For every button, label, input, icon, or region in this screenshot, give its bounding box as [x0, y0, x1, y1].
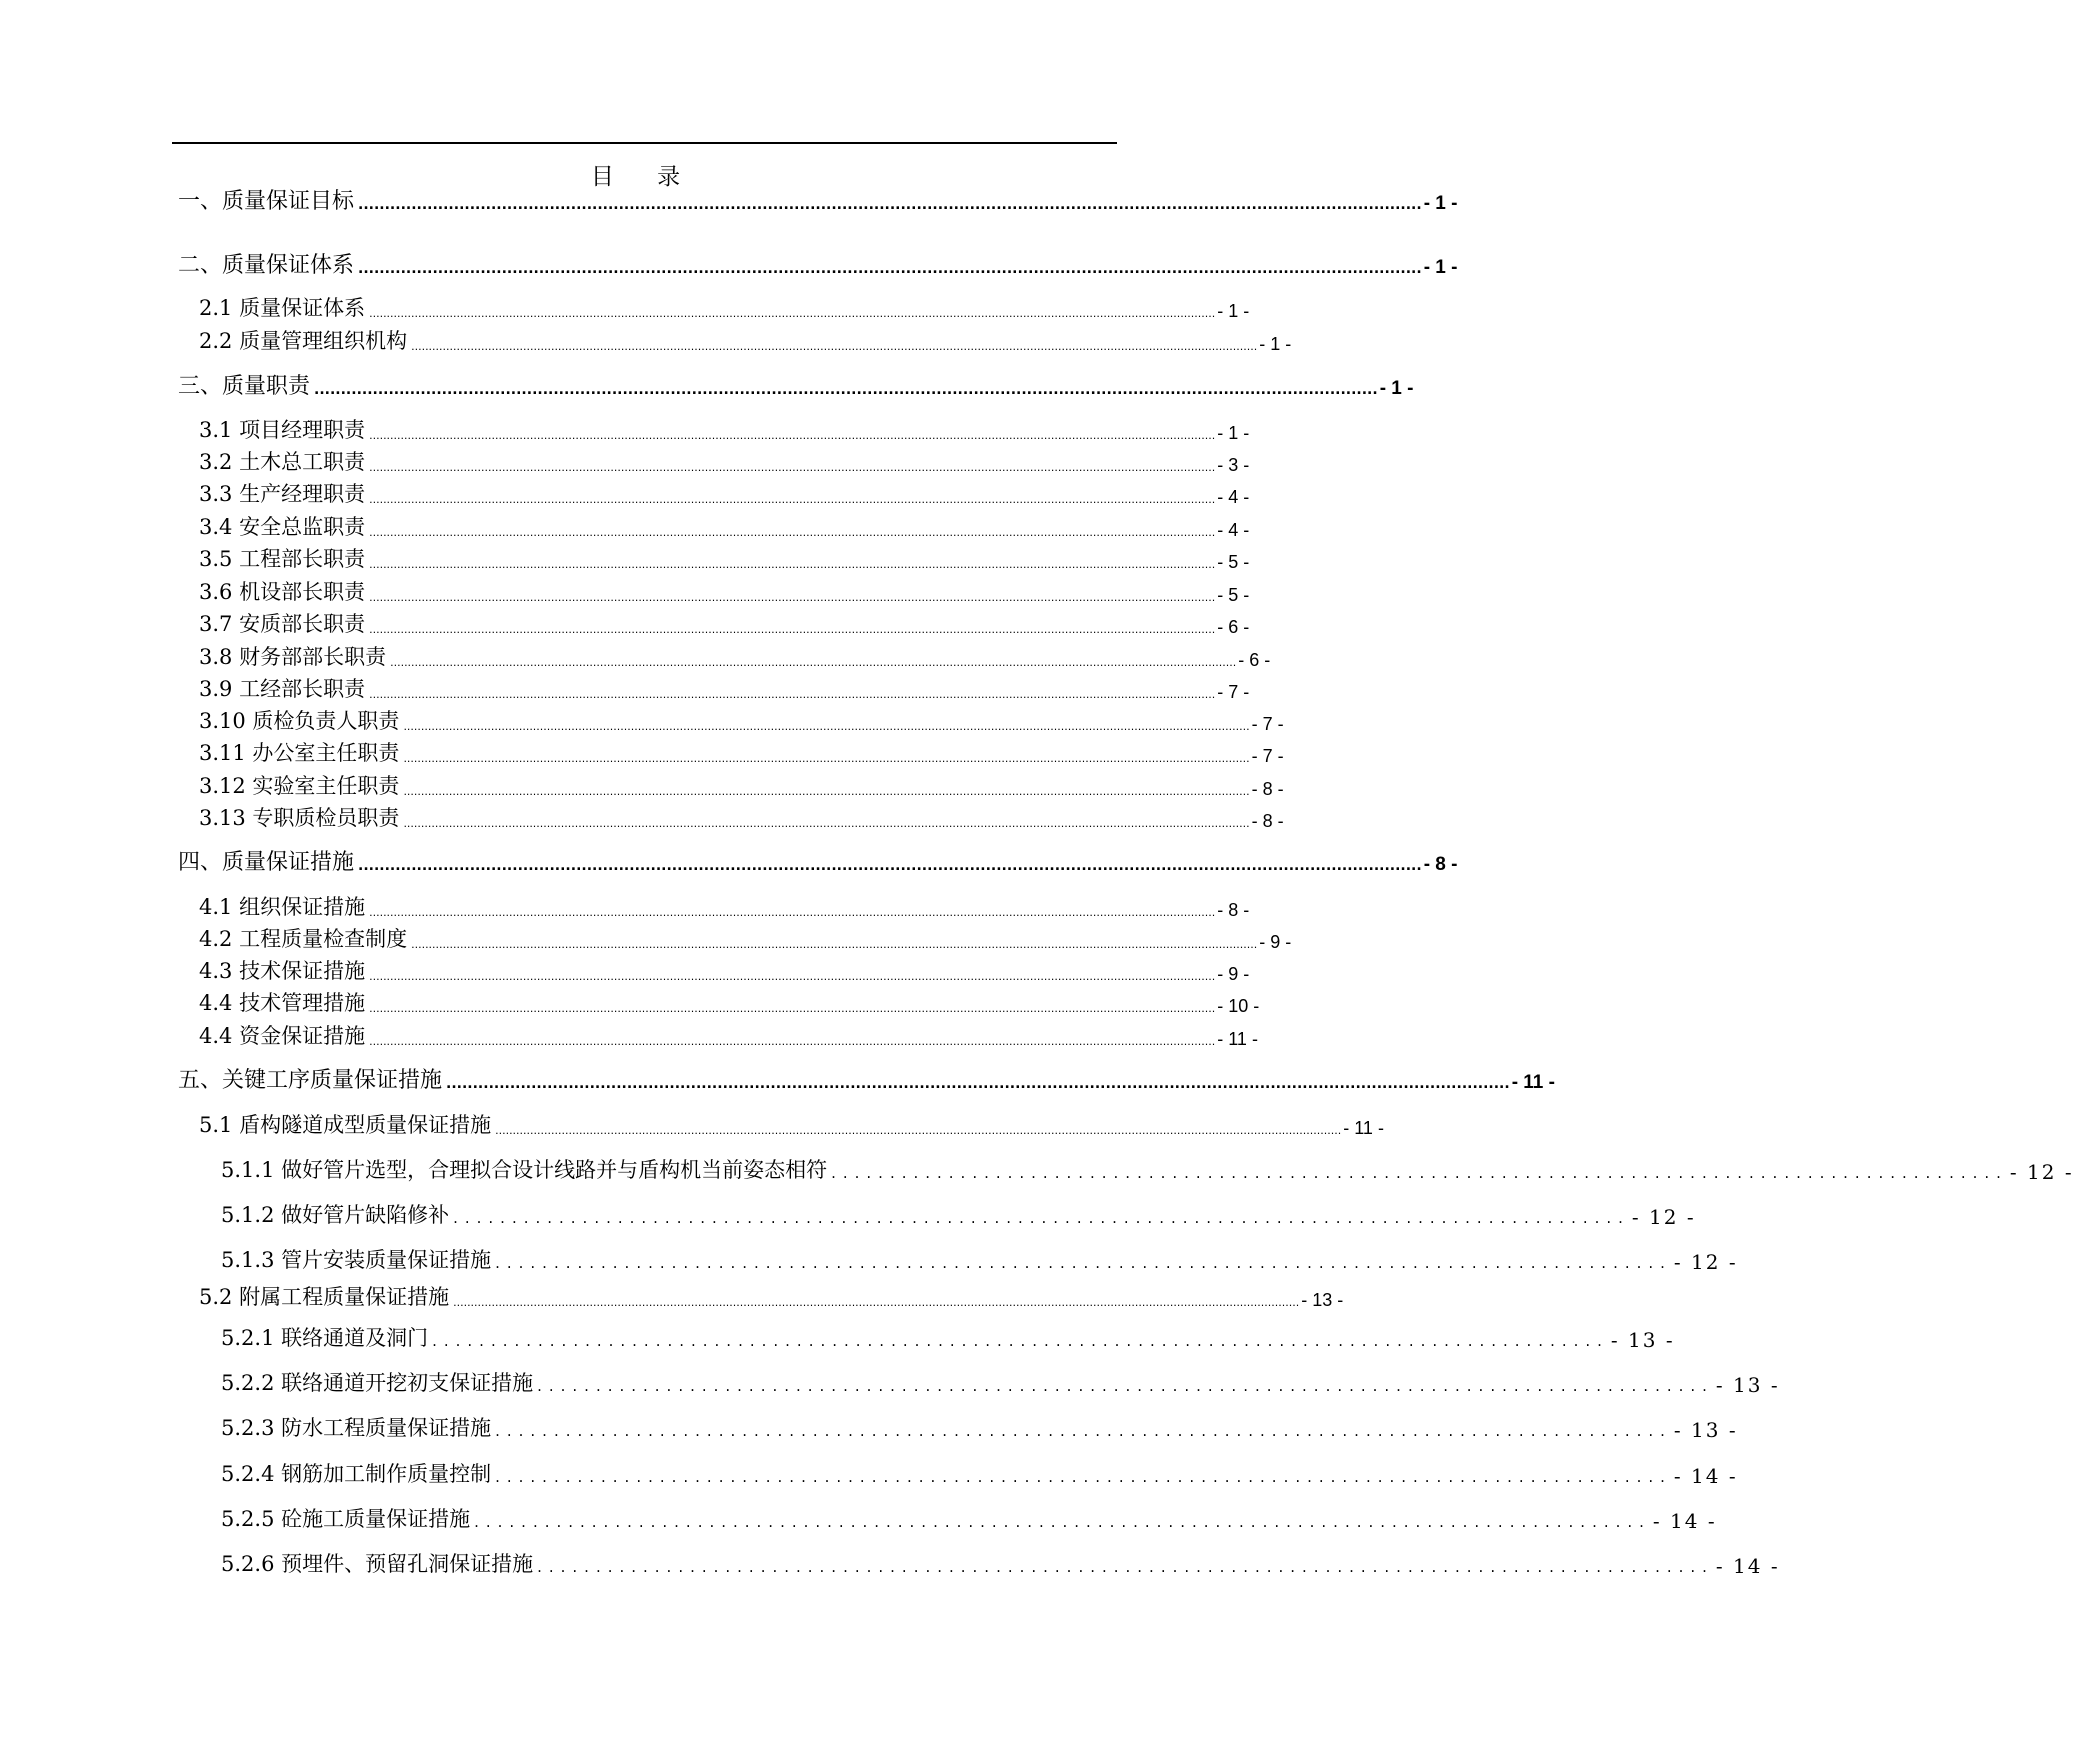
toc-entry[interactable] — [221, 1154, 2074, 1184]
toc-leader-dots: .................................................................................................... — [432, 1332, 1609, 1350]
toc-entry-label: 5.2 附属工程质量保证措施 — [199, 1285, 450, 1309]
toc-entry-label: 5.2.3 防水工程质量保证措施 — [221, 1416, 492, 1440]
toc-entry-page: - 5 - — [1217, 585, 1250, 605]
toc-entry-label: 5.2.2 联络通道开挖初支保证措施 — [221, 1371, 534, 1395]
toc-leader-dots: .................................................................................................................................................................................................................................................. — [369, 1002, 1216, 1015]
toc-entry[interactable] — [199, 414, 1250, 444]
toc-entry[interactable] — [199, 608, 1250, 638]
toc-entry-page: - 11 - — [1343, 1118, 1384, 1138]
toc-entry-page: - 1 - — [1259, 334, 1292, 354]
toc-entry-label: 3.13 专职质检员职责 — [199, 806, 400, 830]
toc-entry-label: 二、质量保证体系 — [178, 253, 355, 278]
toc-entry-label: 3.7 安质部长职责 — [199, 612, 366, 636]
toc-leader-dots: .................................................................................................................................................................................................................................................. — [369, 623, 1216, 636]
toc-entry-label: 3.3 生产经理职责 — [199, 482, 366, 506]
toc-title: 目 录 — [590, 164, 699, 190]
toc-entry[interactable] — [221, 1503, 1717, 1533]
toc-entry[interactable] — [199, 705, 1284, 735]
toc-entry-label: 5.1 盾构隧道成型质量保证措施 — [199, 1113, 492, 1137]
toc-leader-dots: .................................................................................................................................................................................................................................................. — [369, 1035, 1216, 1048]
toc-entry[interactable] — [221, 1199, 1696, 1229]
toc-leader-dots: .................................................................................................................................................................................................................................................. — [369, 307, 1216, 320]
toc-entry[interactable] — [178, 1064, 1555, 1094]
toc-entry[interactable] — [199, 1020, 1258, 1050]
header-rule — [172, 142, 1117, 144]
toc-leader-dots: .................................................................................................................................................................................................................................................. — [453, 1296, 1300, 1309]
toc-entry[interactable] — [221, 1458, 1738, 1488]
toc-entry-label: 3.11 办公室主任职责 — [199, 741, 400, 765]
toc-entry[interactable] — [199, 478, 1250, 508]
toc-entry-page: - 12 - — [2009, 1160, 2074, 1184]
toc-entry[interactable] — [199, 1109, 1384, 1139]
toc-entry-page: - 7 - — [1251, 714, 1284, 734]
toc-entry-page: - 4 - — [1217, 487, 1250, 507]
toc-leader-dots: ........................................................................................................................................................................................................ — [314, 382, 1378, 398]
toc-entry-page: - 1 - — [1379, 378, 1414, 399]
toc-entry-page: - 8 - — [1251, 779, 1284, 799]
toc-entry[interactable] — [199, 641, 1271, 671]
toc-entry-page: - 7 - — [1251, 746, 1284, 766]
toc-leader-dots: ........................................................................................................................................................................................................ — [358, 197, 1422, 213]
toc-entry-page: - 6 - — [1238, 650, 1271, 670]
toc-entry[interactable] — [199, 923, 1292, 953]
toc-entry[interactable] — [199, 955, 1250, 985]
toc-leader-dots: .................................................................................................................................................................................................................................................. — [369, 558, 1216, 571]
toc-entry-label: 3.8 财务部部长职责 — [199, 645, 387, 669]
toc-entry-page: - 4 - — [1217, 520, 1250, 540]
toc-entry-page: - 1 - — [1217, 301, 1250, 321]
toc-entry-label: 5.2.6 预埋件、预留孔洞保证措施 — [221, 1552, 534, 1576]
toc-entry-page: - 12 - — [1631, 1205, 1696, 1229]
toc-entry-label: 4.4 资金保证措施 — [199, 1024, 366, 1048]
toc-entry-page: - 12 - — [1673, 1250, 1738, 1274]
toc-leader-dots: .................................................................................................................................................................................................................................................. — [403, 720, 1250, 733]
toc-entry[interactable] — [199, 543, 1250, 573]
toc-entry[interactable] — [199, 576, 1250, 606]
toc-entry-page: - 14 - — [1673, 1464, 1738, 1488]
toc-entry[interactable] — [178, 846, 1458, 876]
toc-entry-label: 3.4 安全总监职责 — [199, 515, 366, 539]
toc-entry-label: 4.2 工程质量检查制度 — [199, 927, 408, 951]
toc-entry-label: 5.2.4 钢筋加工制作质量控制 — [221, 1462, 492, 1486]
toc-entry[interactable] — [199, 325, 1292, 355]
toc-entry-page: - 14 - — [1715, 1554, 1780, 1578]
toc-leader-dots: .................................................................................................... — [495, 1468, 1672, 1486]
toc-entry-label: 5.2.1 联络通道及洞门 — [221, 1326, 429, 1350]
toc-entry[interactable] — [178, 249, 1458, 279]
toc-leader-dots: .................................................................................................................................................................................................................................................. — [411, 340, 1258, 353]
toc-entry-label: 5.1.1 做好管片选型，合理拟合设计线路并与盾构机当前姿态相符 — [221, 1158, 828, 1182]
toc-entry-page: - 9 - — [1259, 932, 1292, 952]
toc-entry-page: - 13 - — [1715, 1373, 1780, 1397]
toc-leader-dots: .................................................................................................................................................................................................................................................. — [495, 1124, 1342, 1137]
toc-entry-page: - 13 - — [1301, 1290, 1344, 1310]
toc-leader-dots: .................................................................................................................................................................................................................................................. — [369, 688, 1216, 701]
toc-entry[interactable] — [199, 292, 1250, 322]
toc-entry-page: - 14 - — [1652, 1509, 1717, 1533]
toc-entry-label: 3.2 土木总工职责 — [199, 450, 366, 474]
toc-entry[interactable] — [199, 673, 1250, 703]
toc-leader-dots: .................................................................................................................................................................................................................................................. — [369, 493, 1216, 506]
toc-entry[interactable] — [199, 770, 1284, 800]
toc-entry-label: 3.6 机设部长职责 — [199, 580, 366, 604]
toc-entry-label: 4.1 组织保证措施 — [199, 895, 366, 919]
toc-entry[interactable] — [199, 987, 1260, 1017]
toc-entry-label: 5.1.2 做好管片缺陷修补 — [221, 1203, 450, 1227]
toc-leader-dots: ........................................................................................................................................................................................................ — [358, 858, 1422, 874]
toc-entry-page: - 11 - — [1511, 1072, 1555, 1093]
toc-entry-label: 5.1.3 管片安装质量保证措施 — [221, 1248, 492, 1272]
toc-entry-label: 四、质量保证措施 — [178, 850, 355, 875]
toc-entry-page: - 8 - — [1217, 900, 1250, 920]
toc-leader-dots: .................................................................................................................................................................................................................................................. — [369, 526, 1216, 539]
toc-entry[interactable] — [199, 1281, 1344, 1311]
toc-leader-dots: .................................................................................................... — [495, 1254, 1672, 1272]
toc-entry-page: - 10 - — [1217, 996, 1260, 1016]
toc-entry-page: - 6 - — [1217, 617, 1250, 637]
toc-entry-page: - 8 - — [1423, 854, 1458, 875]
toc-entry-label: 3.10 质检负责人职责 — [199, 709, 400, 733]
toc-entry-page: - 5 - — [1217, 552, 1250, 572]
toc-leader-dots: .................................................................................................... — [495, 1422, 1672, 1440]
toc-entry[interactable] — [199, 891, 1250, 921]
toc-entry[interactable] — [221, 1322, 1675, 1352]
toc-entry-page: - 13 - — [1610, 1328, 1675, 1352]
toc-entry-label: 三、质量职责 — [178, 374, 311, 399]
toc-leader-dots: .................................................................................................................................................................................................................................................. — [369, 429, 1216, 442]
toc-leader-dots: ........................................................................................................................................................................................................ — [358, 261, 1422, 277]
toc-leader-dots: .................................................................................................................................................................................................................................................. — [369, 906, 1216, 919]
toc-leader-dots: .................................................................................................................................................................................................................................................. — [390, 656, 1237, 669]
toc-entry-label: 3.12 实验室主任职责 — [199, 774, 400, 798]
toc-leader-dots: .................................................................................................... — [474, 1513, 1651, 1531]
toc-entry-page: - 1 - — [1423, 193, 1458, 214]
toc-leader-dots: ........................................................................................................................................................................................................ — [446, 1076, 1510, 1092]
toc-entry-label: 3.9 工经部长职责 — [199, 677, 366, 701]
toc-leader-dots: .................................................................................................... — [453, 1209, 1630, 1227]
toc-entry-label: 五、关键工序质量保证措施 — [178, 1068, 443, 1093]
toc-entry-page: - 3 - — [1217, 455, 1250, 475]
toc-entry[interactable] — [199, 446, 1250, 476]
toc-entry[interactable] — [178, 370, 1414, 400]
toc-entry-label: 4.3 技术保证措施 — [199, 959, 366, 983]
toc-entry[interactable] — [221, 1244, 1738, 1274]
toc-entry-page: - 11 - — [1217, 1029, 1258, 1049]
toc-entry-page: - 1 - — [1217, 423, 1250, 443]
toc-entry-page: - 13 - — [1673, 1418, 1738, 1442]
toc-entry[interactable] — [199, 737, 1284, 767]
toc-leader-dots: .................................................................................................................................................................................................................................................. — [369, 591, 1216, 604]
toc-entry[interactable] — [199, 511, 1250, 541]
toc-entry-page: - 7 - — [1217, 682, 1250, 702]
toc-leader-dots: .................................................................................................................................................................................................................................................. — [403, 752, 1250, 765]
toc-entry[interactable] — [221, 1367, 1780, 1397]
toc-entry-page: - 1 - — [1423, 257, 1458, 278]
toc-entry-label: 一、质量保证目标 — [178, 189, 355, 214]
toc-entry[interactable] — [221, 1548, 1780, 1578]
toc-leader-dots: .................................................................................................... — [537, 1558, 1714, 1576]
toc-entry-label: 2.1 质量保证体系 — [199, 296, 366, 320]
toc-leader-dots: .................................................................................................... — [537, 1377, 1714, 1395]
toc-leader-dots: .................................................................................................................................................................................................................................................. — [411, 938, 1258, 951]
toc-entry[interactable] — [199, 802, 1284, 832]
toc-entry-label: 3.5 工程部长职责 — [199, 547, 366, 571]
toc-entry[interactable] — [221, 1412, 1738, 1442]
toc-leader-dots: .................................................................................................................................................................................................................................................. — [403, 785, 1250, 798]
toc-entry-page: - 8 - — [1251, 811, 1284, 831]
toc-entry-page: - 9 - — [1217, 964, 1250, 984]
toc-leader-dots: .................................................................................................... — [831, 1164, 2008, 1182]
toc-entry-label: 5.2.5 砼施工质量保证措施 — [221, 1507, 471, 1531]
toc-entry-label: 3.1 项目经理职责 — [199, 418, 366, 442]
toc-entry[interactable] — [178, 185, 1458, 215]
toc-leader-dots: .................................................................................................................................................................................................................................................. — [403, 817, 1250, 830]
toc-entry-label: 4.4 技术管理措施 — [199, 991, 366, 1015]
toc-entry-label: 2.2 质量管理组织机构 — [199, 329, 408, 353]
toc-leader-dots: .................................................................................................................................................................................................................................................. — [369, 970, 1216, 983]
toc-leader-dots: .................................................................................................................................................................................................................................................. — [369, 461, 1216, 474]
